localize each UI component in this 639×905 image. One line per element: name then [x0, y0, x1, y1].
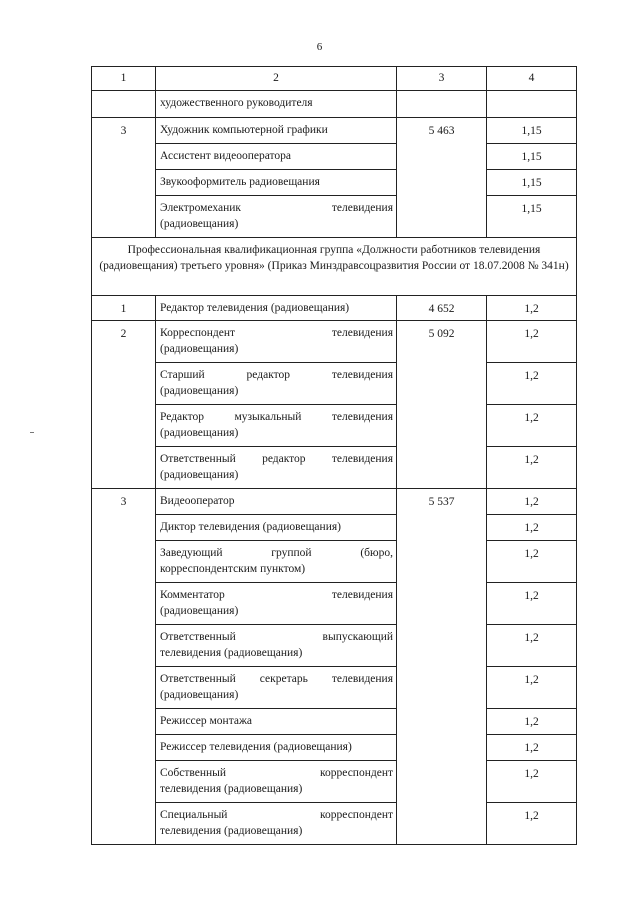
- coefficient-value: 1,2: [487, 735, 577, 761]
- position-name: [156, 667, 397, 709]
- level-cell: [92, 91, 156, 118]
- position-name-line: (радиовещания): [160, 427, 239, 439]
- position-name-line: (радиовещания): [160, 469, 239, 481]
- table-row: [92, 709, 577, 735]
- table-row: [92, 196, 577, 238]
- coefficient-value: 1,15: [487, 196, 577, 238]
- salary-table: [91, 66, 577, 845]
- position-name: Редактор телевидения (радиовещания): [156, 296, 397, 321]
- table-row: [92, 170, 577, 196]
- coefficient-value: 1,2: [487, 321, 577, 363]
- position-name: [156, 196, 397, 238]
- table-row: [92, 735, 577, 761]
- position-name-line: Комментатор телевидения: [160, 589, 393, 601]
- position-name: [156, 405, 397, 447]
- table-row: [92, 761, 577, 803]
- position-name-line: (радиовещания): [160, 385, 239, 397]
- group-title-row: [92, 238, 577, 296]
- position-name: [156, 625, 397, 667]
- coefficient-value: 1,2: [487, 515, 577, 541]
- table-row: [92, 296, 577, 321]
- coef-cell: [487, 91, 577, 118]
- position-name: [156, 321, 397, 363]
- position-name: [156, 583, 397, 625]
- position-name-line: телевидения (радиовещания): [160, 783, 303, 795]
- position-name-line: корреспондентским пунктом): [160, 563, 306, 575]
- position-name-line: Электромеханик телевидения: [160, 202, 393, 214]
- table-row: [92, 541, 577, 583]
- table-row: [92, 803, 577, 845]
- coefficient-value: 1,2: [487, 489, 577, 515]
- coefficient-value: 1,2: [487, 803, 577, 845]
- position-name-line: телевидения (радиовещания): [160, 825, 303, 837]
- page-number: 6: [316, 41, 323, 53]
- position-name: [156, 363, 397, 405]
- position-name-line: (радиовещания): [160, 343, 239, 355]
- column-number: 4: [487, 67, 577, 91]
- table-row: [92, 625, 577, 667]
- coefficient-value: 1,2: [487, 363, 577, 405]
- coefficient-value: 1,2: [487, 296, 577, 321]
- position-name: [156, 761, 397, 803]
- position-name-line: Специальный корреспондент: [160, 809, 393, 821]
- level-number: 1: [92, 296, 156, 321]
- position-name-line: Ответственный выпускающий: [160, 631, 393, 643]
- position-name: [156, 541, 397, 583]
- position-name-line: (радиовещания): [160, 605, 239, 617]
- table-row: [92, 489, 577, 515]
- salary-value: 5 537: [397, 489, 487, 845]
- position-name-line: Собственный корреспондент: [160, 767, 393, 779]
- coefficient-value: 1,2: [487, 667, 577, 709]
- coefficient-value: 1,15: [487, 144, 577, 170]
- position-name-line: Корреспондент телевидения: [160, 327, 393, 339]
- margin-mark: [30, 432, 34, 433]
- position-name-line: Ответственный редактор телевидения: [160, 453, 393, 465]
- coefficient-value: 1,2: [487, 447, 577, 489]
- table-row: [92, 583, 577, 625]
- coefficient-value: 1,2: [487, 709, 577, 735]
- position-name: Видеооператор: [156, 489, 397, 515]
- position-name: Ассистент видеооператора: [156, 144, 397, 170]
- salary-value: 4 652: [397, 296, 487, 321]
- position-name: Диктор телевидения (радиовещания): [156, 515, 397, 541]
- coefficient-value: 1,2: [487, 761, 577, 803]
- position-name: Художник компьютерной графики: [156, 118, 397, 144]
- level-number: 3: [92, 489, 156, 845]
- position-name-line: (радиовещания): [160, 689, 239, 701]
- position-name-line: Заведующий группой (бюро,: [160, 547, 393, 559]
- position-name-line: (радиовещания): [160, 218, 239, 230]
- table-row: [92, 91, 577, 118]
- table-row: [92, 515, 577, 541]
- table-row: [92, 321, 577, 363]
- position-name: Режиссер монтажа: [156, 709, 397, 735]
- position-name: художественного руководителя: [156, 91, 397, 118]
- group-title: Профессиональная квалификационная группа «Должности работников телевидения (радиовещания) третьего уровня» (Приказ Минздравсоцразвития России от 18.07.2008 № 341н): [92, 238, 577, 296]
- position-name-line: Старший редактор телевидения: [160, 369, 393, 381]
- table-row: [92, 144, 577, 170]
- level-number: 3: [92, 118, 156, 238]
- coefficient-value: 1,2: [487, 583, 577, 625]
- position-name: [156, 447, 397, 489]
- position-name: Звукооформитель радиовещания: [156, 170, 397, 196]
- position-name-line: Редактор музыкальный телевидения: [160, 411, 393, 423]
- coefficient-value: 1,15: [487, 118, 577, 144]
- column-number-row: [92, 67, 577, 91]
- level-number: 2: [92, 321, 156, 489]
- salary-cell: [397, 91, 487, 118]
- table-row: [92, 363, 577, 405]
- coefficient-value: 1,15: [487, 170, 577, 196]
- table-row: [92, 405, 577, 447]
- coefficient-value: 1,2: [487, 541, 577, 583]
- table-row: [92, 667, 577, 709]
- position-name: [156, 803, 397, 845]
- coefficient-value: 1,2: [487, 625, 577, 667]
- column-number: 2: [156, 67, 397, 91]
- coefficient-value: 1,2: [487, 405, 577, 447]
- position-name-line: телевидения (радиовещания): [160, 647, 303, 659]
- position-name: Режиссер телевидения (радиовещания): [156, 735, 397, 761]
- salary-value: 5 092: [397, 321, 487, 489]
- column-number: 1: [92, 67, 156, 91]
- position-name-line: Ответственный секретарь телевидения: [160, 673, 393, 685]
- salary-value: 5 463: [397, 118, 487, 238]
- table-row: [92, 118, 577, 144]
- column-number: 3: [397, 67, 487, 91]
- table-row: [92, 447, 577, 489]
